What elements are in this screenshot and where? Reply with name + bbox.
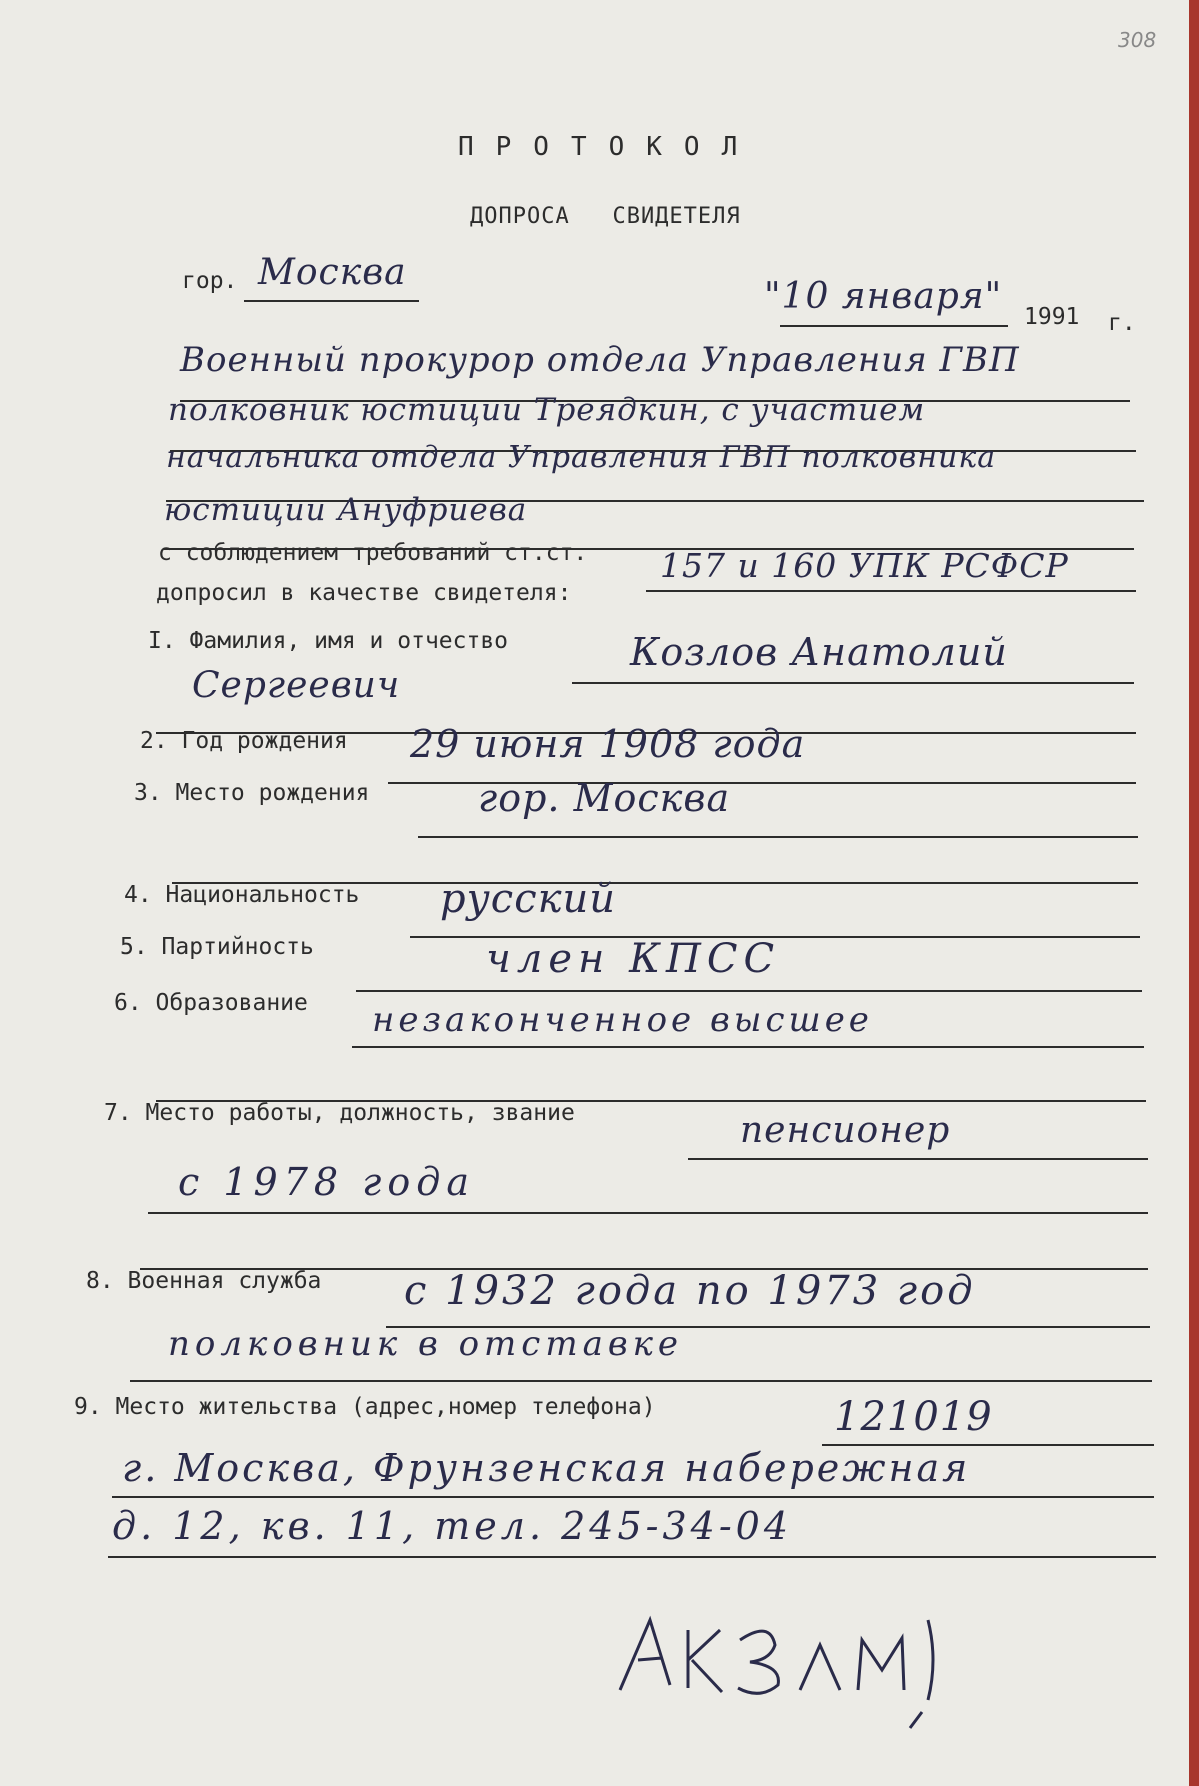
document-subtitle: ДОПРОСА СВИДЕТЕЛЯ [470,204,741,229]
background-edge [1189,0,1199,1786]
date-year: 1991 [1024,304,1080,330]
field-6-value: незаконченное высшее [372,1000,873,1040]
date-value: "10 января" [764,276,1003,317]
field-4-value: русский [440,876,617,922]
field-3-value: гор. Москва [478,776,731,820]
field-2-value: 29 июня 1908 года [410,722,806,766]
field-8-value-2: полковник в отставке [168,1324,684,1364]
field-1-label: I. Фамилия, имя и отчество [148,628,509,654]
city-label: гор. [182,268,238,294]
field-3-label: 3. Место рождения [134,780,370,806]
field-9-address-2: д. 12, кв. 11, тел. 245-34-04 [112,1504,793,1548]
field-8-label: 8. Военная служба [86,1268,322,1294]
date-suffix: г. [1108,310,1136,336]
intro-line-4: юстиции Ануфриева [164,492,528,528]
field-6-label: 6. Образование [114,990,308,1016]
field-8-value: с 1932 года по 1973 год [404,1268,976,1314]
field-9-label: 9. Место жительства (адрес,номер телефона) [74,1394,656,1420]
intro-line-2: полковник юстиции Треядкин, с участием [168,392,926,428]
field-5-value: член КПСС [486,936,781,982]
compliance-label-2: допросил в качестве свидетеля: [156,580,572,606]
intro-line-3: начальника отдела Управления ГВП полковника [166,440,997,475]
compliance-label: с соблюдением требований ст.ст. [158,540,588,566]
field-9-address-1: г. Москва, Фрунзенская набережная [122,1446,971,1490]
field-7-value: пенсионер [740,1110,951,1151]
field-2-label: 2. Год рождения [140,728,348,754]
document-title: ПРОТОКОЛ [458,132,760,162]
field-9-postcode: 121019 [834,1394,993,1440]
field-7-label: 7. Место работы, должность, звание [104,1100,575,1126]
intro-line-1: Военный прокурор отдела Управления ГВП [180,340,1020,380]
field-1-value-2: Сергеевич [192,665,401,706]
witness-signature [610,1600,990,1730]
page-number: 308 [1118,28,1157,52]
compliance-value: 157 и 160 УПК РСФСР [660,546,1069,585]
city-value: Москва [258,252,407,293]
field-1-value: Козлов Анатолий [630,630,1008,674]
field-4-label: 4. Национальность [124,882,360,908]
field-5-label: 5. Партийность [120,934,314,960]
field-7-value-2: с 1978 года [178,1160,475,1204]
